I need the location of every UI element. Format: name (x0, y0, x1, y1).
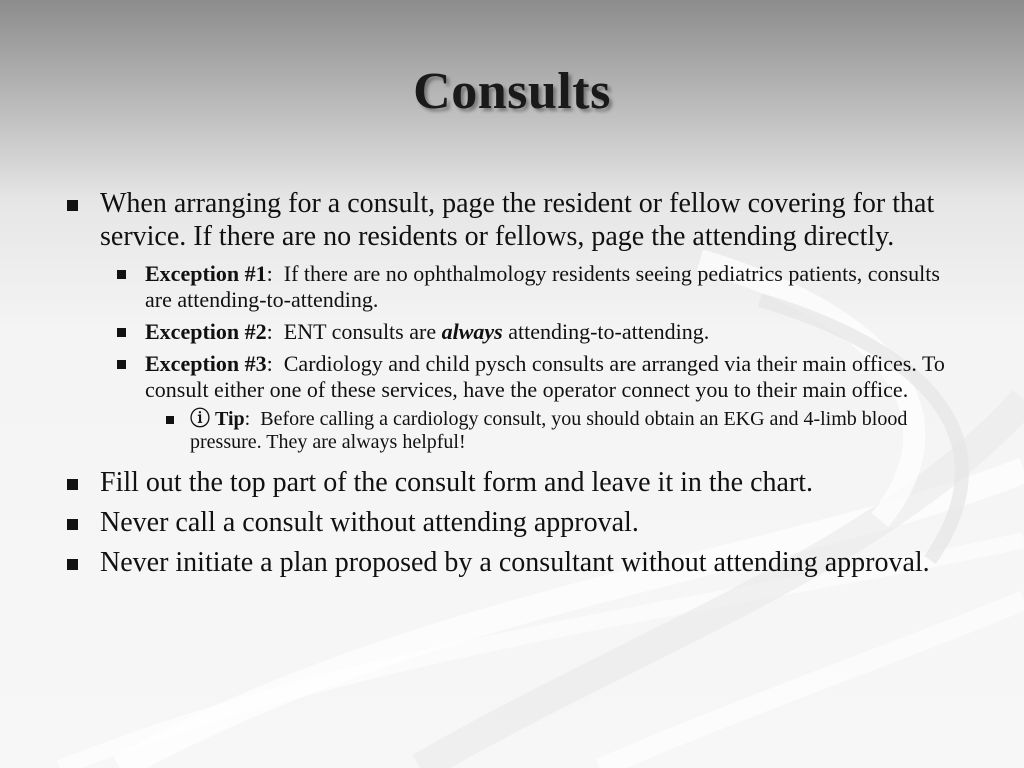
bullet-square-icon (67, 479, 78, 490)
separator: : (244, 408, 261, 430)
exception-label: Exception #2 (145, 319, 267, 344)
bullet-text: Never call a consult without attending approval. (100, 507, 639, 538)
bullet-square-icon (67, 559, 78, 570)
slide-content (60, 180, 960, 579)
bullet-exception-2 (60, 319, 960, 345)
bullet-square-icon (67, 519, 78, 530)
bullet-exception-3 (60, 351, 960, 403)
bullet-square-icon (117, 328, 126, 337)
exception-label: Exception #1 (145, 261, 267, 286)
bullet-text: Fill out the top part of the consult form and leave it in the chart. (100, 467, 814, 498)
bullet-attending-approval (60, 506, 960, 539)
separator: : (266, 261, 284, 286)
bullet-text: Before calling a cardiology consult, you should obtain an EKG and 4-limb blood pressure. They are always helpful! (190, 408, 908, 453)
slide-title: Consults (413, 63, 611, 120)
exception-label: Exception #3 (145, 351, 267, 376)
bullet-exception-1 (60, 261, 960, 313)
bullet-fill-out-form (60, 466, 960, 499)
bullet-text: Cardiology and child pysch consults are arranged via their main offices. To consult either one of these services, have the operator connect you to their main office. (145, 351, 945, 402)
bullet-square-icon (166, 416, 174, 424)
info-icon: ⓘ (190, 408, 210, 430)
bullet-consultant-plan (60, 546, 960, 579)
bullet-square-icon (67, 200, 78, 211)
separator: : (266, 319, 284, 344)
bullet-page-resident (60, 187, 960, 253)
bullet-tip (60, 408, 960, 454)
separator: : (266, 351, 284, 376)
emphasis-always: always (441, 319, 503, 344)
bullet-text-before: ENT consults are (283, 319, 442, 344)
bullet-text: When arranging for a consult, page the resident or fellow covering for that service. If there are no residents or fellows, page the attending directly. (100, 188, 935, 252)
bullet-text: If there are no ophthalmology residents seeing pediatrics patients, consults are attending-to-attending. (145, 261, 940, 312)
bullet-square-icon (117, 270, 126, 279)
tip-label: Tip (215, 408, 245, 430)
bullet-square-icon (117, 360, 126, 369)
bullet-text: Never initiate a plan proposed by a consultant without attending approval. (100, 547, 930, 578)
bullet-text-after: attending-to-attending. (502, 319, 710, 344)
